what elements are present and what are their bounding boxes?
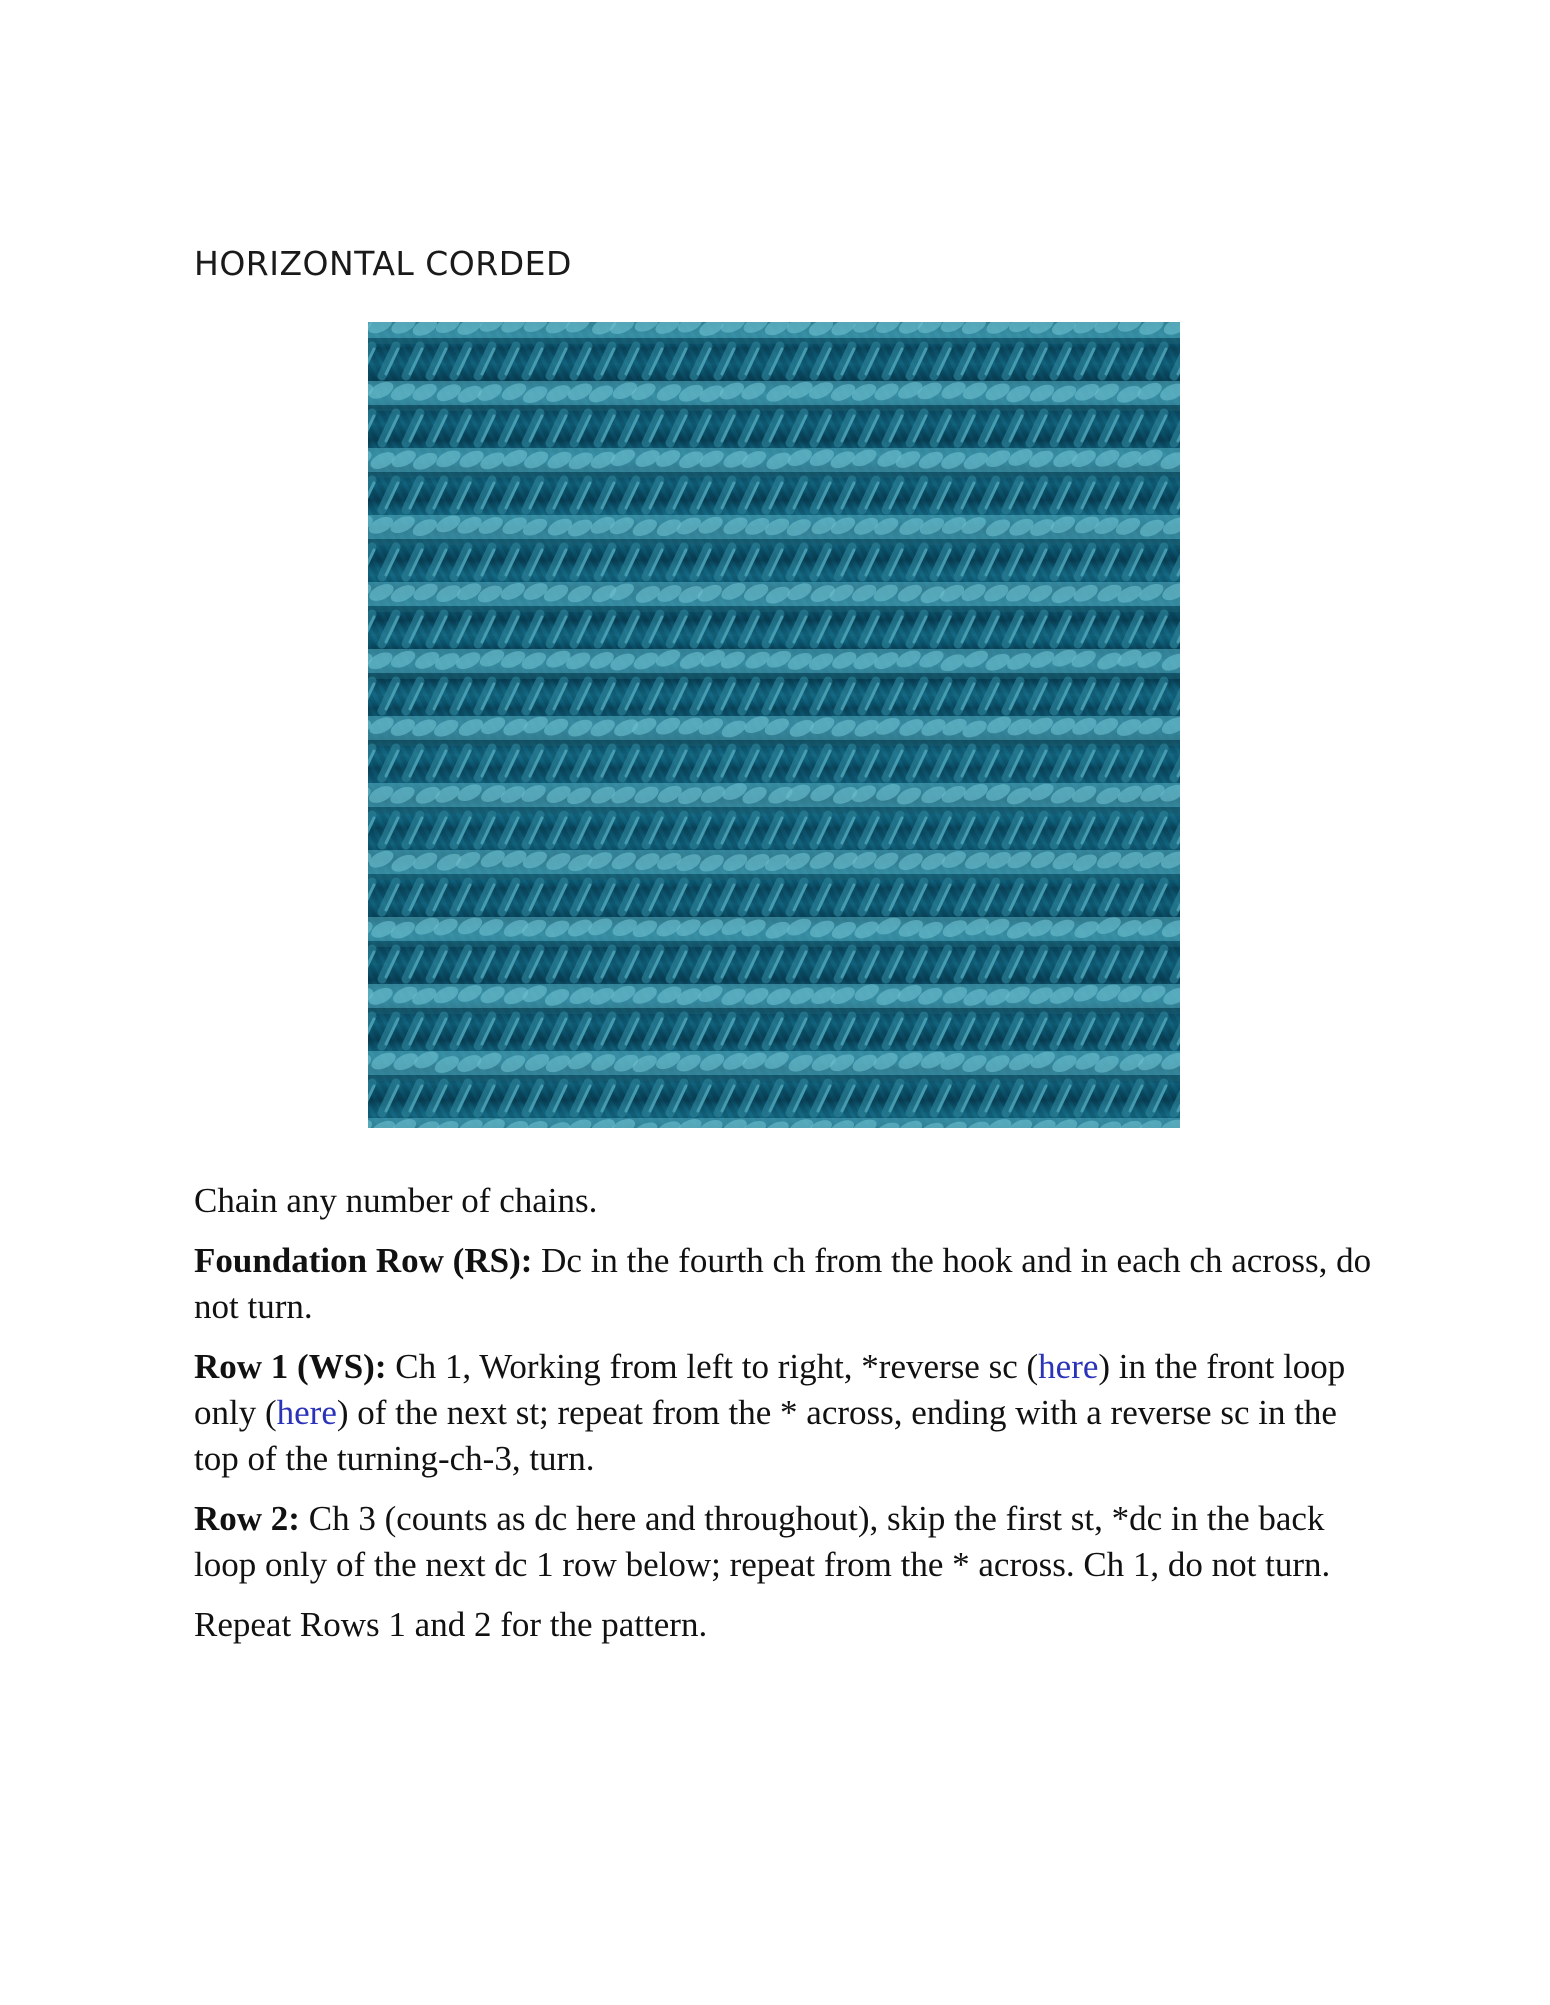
foundation-row-label: Foundation Row (RS): (194, 1241, 533, 1280)
foundation-row-paragraph (194, 1238, 1374, 1330)
row-2-paragraph (194, 1496, 1374, 1588)
row-1-label: Row 1 (WS): (194, 1347, 387, 1386)
pattern-title: HORIZONTAL CORDED (194, 244, 572, 283)
reverse-sc-here-link[interactable]: here (1038, 1347, 1099, 1386)
row-1-text-a: Ch 1, Working from left to right, *reverse sc ( (386, 1347, 1039, 1386)
yarn-texture (368, 322, 1180, 1128)
row-2-text: Ch 3 (counts as dc here and throughout), skip the first st, *dc in the back loop only of the next dc 1 row below; repeat from the * across. Ch 1, do not turn. (194, 1499, 1331, 1584)
intro-paragraph: Chain any number of chains. (194, 1181, 598, 1220)
row-1-text-b: ) in the front loop only ( (194, 1347, 1346, 1432)
pattern-instructions (194, 1178, 1374, 1662)
crochet-swatch-photo (368, 322, 1180, 1128)
front-loop-here-link[interactable]: here (276, 1393, 337, 1432)
row-1-paragraph (194, 1344, 1374, 1482)
repeat-paragraph: Repeat Rows 1 and 2 for the pattern. (194, 1605, 708, 1644)
row-1-text-c: ) of the next st; repeat from the * across, ending with a reverse sc in the top of the turning-ch-3, turn. (194, 1393, 1337, 1478)
foundation-row-text: Dc in the fourth ch from the hook and in each ch across, do not turn. (194, 1241, 1372, 1326)
row-2-label: Row 2: (194, 1499, 300, 1538)
